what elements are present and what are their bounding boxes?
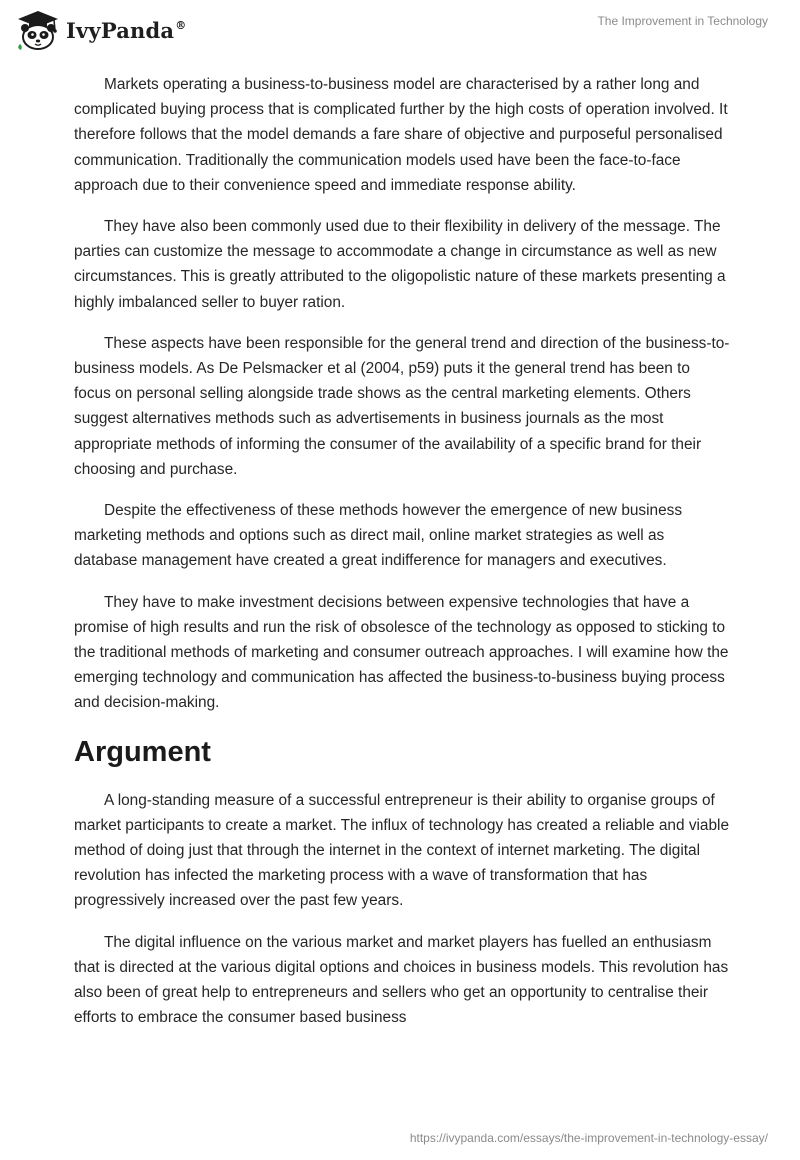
logo-text: IvyPanda® xyxy=(66,17,187,43)
paragraph: A long-standing measure of a successful entrepreneur is their ability to organise groups of market participants to create a market. The influx of technology has created a reliable and viable method of doing just that through the internet in the context of internet marketing. The digital revolution has infected the marketing process with a wave of transformation that has progressively increased over the past few years. xyxy=(74,791,730,910)
source-url[interactable]: https://ivypanda.com/essays/the-improvement-in-technology-essay/ xyxy=(409,1131,768,1145)
section-heading: Argument xyxy=(74,735,211,768)
paragraph: These aspects have been responsible for the general trend and direction of the business-to-business models. As De Pelsmacker et al (2004, p59) puts it the general trend has been to focus on personal selling alongside trade shows as the central marketing elements. Others suggest alternatives methods such as advertisements in business journals as the most appropriate methods of informing the consumer of the availability of a specific brand for their choosing and purchase. xyxy=(74,334,730,478)
registered-mark: ® xyxy=(175,18,187,32)
panda-logo-icon xyxy=(14,8,62,52)
paragraph: Despite the effectiveness of these methods however the emergence of new business marketing methods and options such as direct mail, online market strategies as well as database management have created a great indifference for managers and executives. xyxy=(74,502,683,570)
paragraph: The digital influence on the various market and market players has fuelled an enthusiasm that is directed at the various digital options and choices in business models. This revolution has also been of great help to entrepreneurs and sellers who get an opportunity to centralise their efforts to embrace the consumer based business xyxy=(74,933,729,1027)
page-header xyxy=(0,0,800,60)
paragraph: They have to make investment decisions between expensive technologies that have a promise of high results and run the risk of obsolesce of the technology as opposed to sticking to the traditional methods of marketing and consumer outreach approaches. I will examine how the emerging technology and communication has affected the business-to-business buying process and decision-making. xyxy=(74,593,729,712)
document-title: The Improvement in Technology xyxy=(597,14,768,28)
paragraph: Markets operating a business-to-business model are characterised by a rather long and complicated buying process that is complicated further by the high costs of operation involved. It therefore follows that the model demands a fare share of objective and purposeful personalised communication. Traditionally the communication models used have been the face-to-face approach due to their convenience speed and immediate response ability. xyxy=(74,76,728,194)
essay-body xyxy=(74,72,730,1047)
paragraph: They have also been commonly used due to their flexibility in delivery of the message. The parties can customize the message to accommodate a change in circumstance as well as new circumstances. This is greatly attributed to the oligopolistic nature of these markets presenting a highly imbalanced seller to buyer ration. xyxy=(74,218,726,311)
logo[interactable] xyxy=(14,8,186,52)
